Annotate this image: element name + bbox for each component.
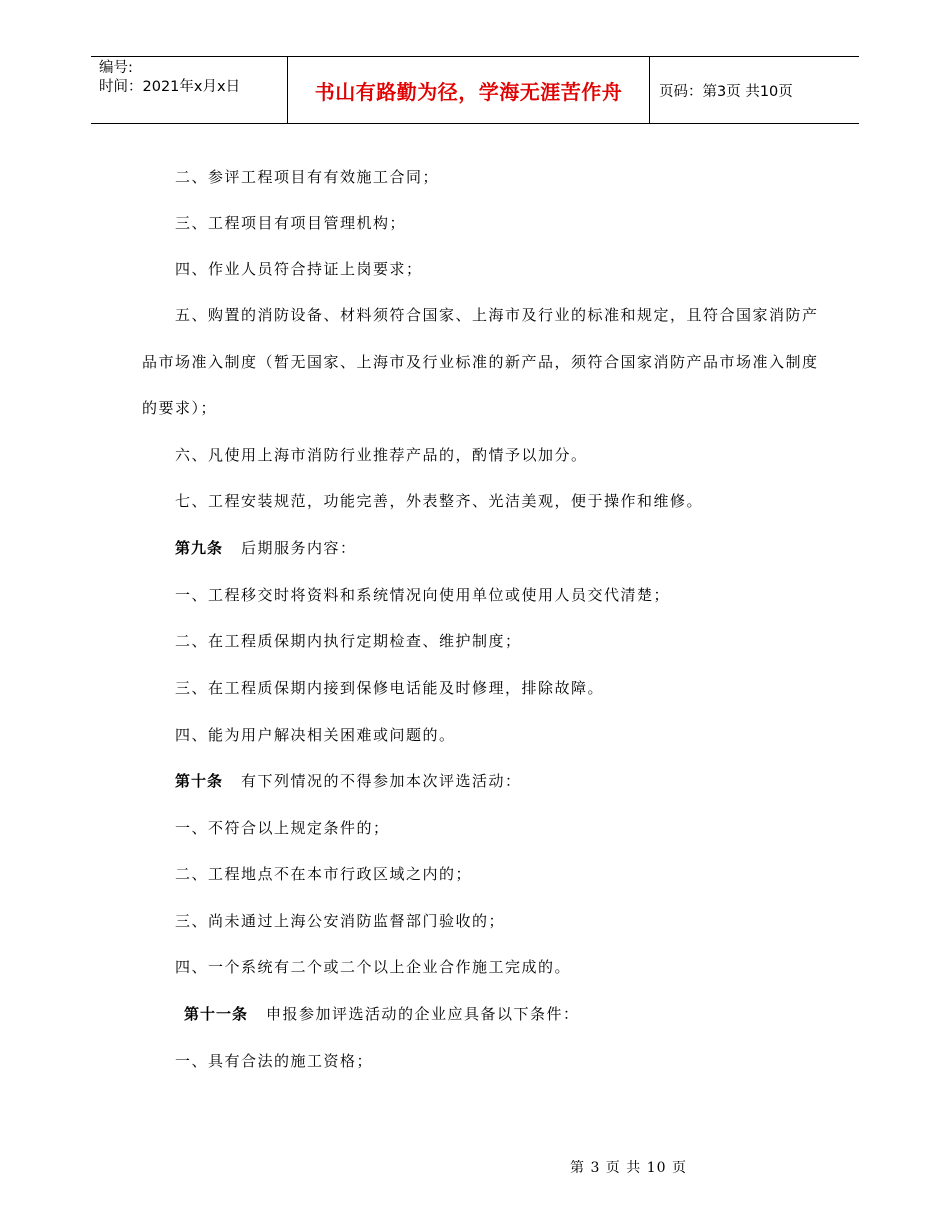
body-line: 一、工程移交时将资料和系统情况向使用单位或使用人员交代清楚； bbox=[175, 586, 671, 604]
body-line: 二、参评工程项目有有效施工合同； bbox=[175, 168, 440, 186]
body-line: 三、工程项目有项目管理机构； bbox=[175, 214, 407, 232]
body-line: 的要求）； bbox=[142, 399, 218, 417]
article-heading: 第十一条 申报参加评选活动的企业应具备以下条件： bbox=[184, 1005, 580, 1023]
body-line: 四、一个系统有二个或二个以上企业合作施工完成的。 bbox=[175, 958, 572, 976]
article-number: 第十一条 bbox=[184, 1005, 249, 1023]
document-time: 时间：2021年x月x日 bbox=[99, 79, 241, 95]
body-line: 七、工程安装规范，功能完善，外表整齐、光洁美观，便于操作和维修。 bbox=[175, 492, 704, 510]
body-line: 一、具有合法的施工资格； bbox=[175, 1052, 374, 1070]
header-slogan: 书山有路勤为径，学海无涯苦作舟 bbox=[287, 57, 650, 123]
body-line: 三、尚未通过上海公安消防监督部门验收的； bbox=[175, 912, 506, 930]
body-line: 五、购置的消防设备、材料须符合国家、上海市及行业的标准和规定，且符合国家消防产 bbox=[175, 306, 819, 324]
header-page-code: 页码：第3页 共10页 bbox=[659, 83, 793, 100]
body-line: 六、凡使用上海市消防行业推荐产品的，酌情予以加分。 bbox=[175, 446, 588, 464]
document-number-label: 编号: bbox=[99, 60, 133, 76]
body-line: 四、作业人员符合持证上岗要求； bbox=[175, 260, 423, 278]
page-footer: 第 3 页 共 10 页 bbox=[570, 1160, 687, 1176]
body-line: 一、不符合以上规定条件的； bbox=[175, 819, 390, 837]
body-line: 二、工程地点不在本市行政区域之内的； bbox=[175, 865, 473, 883]
body-line: 三、在工程质保期内接到保修电话能及时修理，排除故障。 bbox=[175, 679, 605, 697]
body-line: 二、在工程质保期内执行定期检查、维护制度； bbox=[175, 632, 522, 650]
header-meta bbox=[91, 57, 287, 123]
page-header bbox=[91, 56, 859, 124]
body-line: 四、能为用户解决相关困难或问题的。 bbox=[175, 726, 456, 744]
body-line: 品市场准入制度（暂无国家、上海市及行业标准的新产品，须符合国家消防产品市场准入制度 bbox=[142, 353, 819, 371]
article-number: 第十条 bbox=[175, 772, 224, 790]
article-number: 第九条 bbox=[175, 539, 224, 557]
article-heading: 第十条 有下列情况的不得参加本次评选活动： bbox=[175, 772, 522, 790]
article-heading: 第九条 后期服务内容： bbox=[175, 539, 357, 557]
